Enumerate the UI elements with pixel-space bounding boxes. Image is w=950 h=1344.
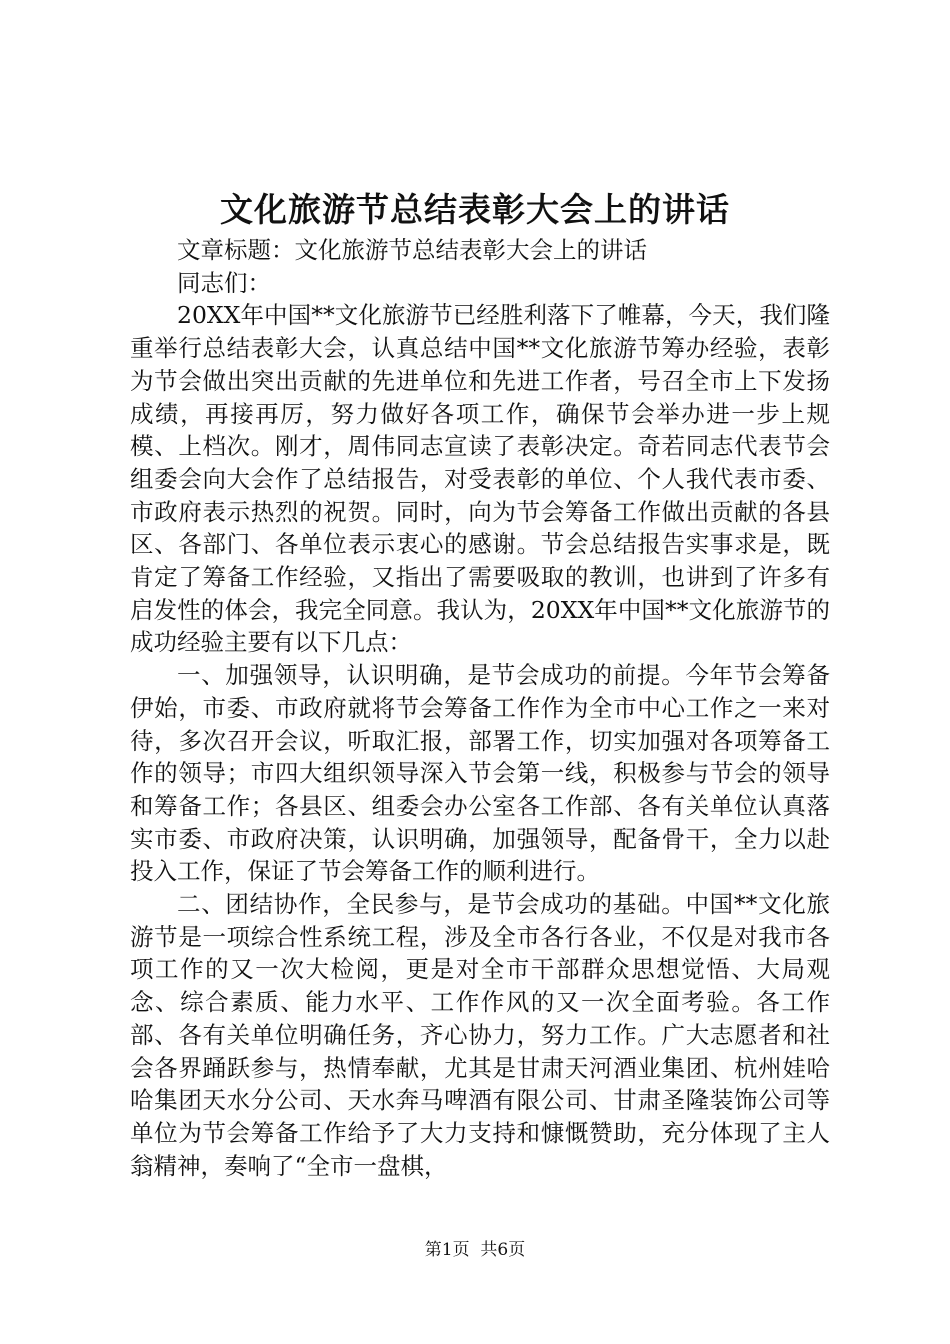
paragraph-point-one: 一、加强领导，认识明确，是节会成功的前提。今年节会筹备伊始，市委、市政府就将节会筹备工作作为全市中心工作之一来对待，多次召开会议，听取汇报，部署工作，切实加强对各项筹备工作的领导；市四大组织领导深入节会第一线，积极参与节会的领导和筹备工作；各县区、组委会办公室各工作部、各有关单位认真落实市委、市政府决策，认识明确，加强领导，配备骨干，全力以赴投入工作，保证了节会筹备工作的顺利进行。	[130, 661, 830, 886]
document-title: 文化旅游节总结表彰大会上的讲话	[220, 190, 730, 229]
article-title-line: 文章标题：文化旅游节总结表彰大会上的讲话	[177, 236, 647, 264]
paragraph-point-two: 二、团结协作，全民参与，是节会成功的基础。中国**文化旅游节是一项综合性系统工程，涉及全市各行各业，不仅是对我市各项工作的又一次大检阅，更是对全市干部群众思想觉悟、大局观念、综合素质、能力水平、工作作风的又一次全面考验。各工作部、各有关单位明确任务，齐心协力，努力工作。广大志愿者和社会各界踊跃参与，热情奉献，尤其是甘肃天河酒业集团、杭州娃哈哈集团天水分公司、天水奔马啤酒有限公司、甘肃圣隆装饰公司等单位为节会筹备工作给予了大力支持和慷慨赞助，充分体现了主人翁精神，奏响了“全市一盘棋，	[130, 890, 830, 1180]
page-number: 第1页	[424, 1240, 470, 1260]
page-total: 共6页	[480, 1240, 526, 1260]
salutation: 同志们：	[177, 268, 271, 297]
paragraph-intro: 20XX年中国**文化旅游节已经胜利落下了帷幕，今天，我们隆重举行总结表彰大会，认真总结中国**文化旅游节筹办经验，表彰为节会做出突出贡献的先进单位和先进工作者，号召全市上下发扬成绩，再接再厉，努力做好各项工作，确保节会举办进一步上规模、上档次。刚才，周伟同志宣读了表彰决定。奇若同志代表节会组委会向大会作了总结报告，对受表彰的单位、个人我代表市委、市政府表示热烈的祝贺。同时，向为节会筹备工作做出贡献的各县区、各部门、各单位表示衷心的感谢。节会总结报告实事求是，既肯定了筹备工作经验，又指出了需要吸取的教训，也讲到了许多有启发性的体会，我完全同意。我认为，20XX年中国**文化旅游节的成功经验主要有以下几点：	[130, 301, 830, 657]
page-footer	[0, 1238, 950, 1262]
document-body	[130, 234, 830, 1182]
